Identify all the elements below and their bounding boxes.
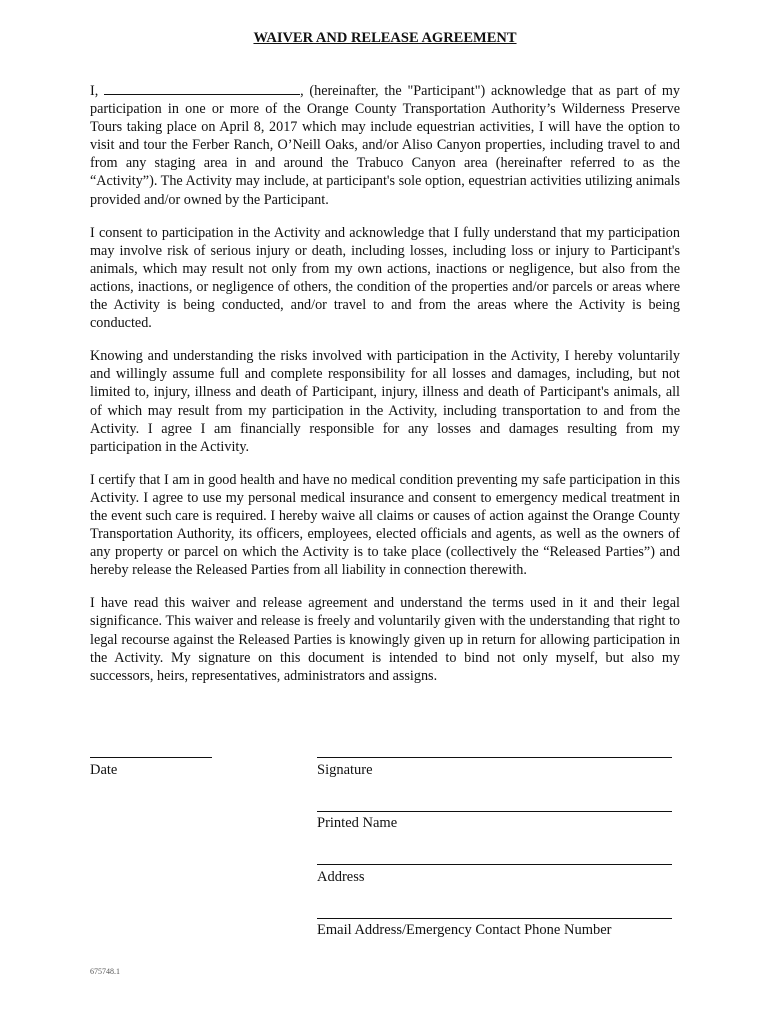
address-label: Address — [317, 869, 365, 885]
agreement-body — [90, 82, 680, 700]
paragraph-1-text: , (hereinafter, the "Participant") acknowledge that as part of my participation in one or more of the Orange County Transportation Authority’s Wilderness Preserve Tours taking place on April 8, 2017 which may include equestrian activities, I will have the option to visit and tour the Ferber Ranch, O’Neill Oaks, and/or Aliso Canyon properties, including travel to and from any staging area in and around the Trabuco Canyon area (hereinafter referred to as the “Activity”). The Activity may include, at participant's sole option, equestrian activities utilizing animals provided and/or owned by the Participant. — [90, 83, 680, 208]
paragraph-acknowledgement-of-terms: I have read this waiver and release agreement and understand the terms used in it and their legal significance. This waiver and release is freely and voluntarily given with the understanding that right to legal recourse against the Released Parties is knowingly given up in return for allowing participation in the Activity. My signature on this document is intended to bind not only myself, but also my successors, heirs, representatives, administrators and assigns. — [90, 595, 680, 684]
document-id: 675748.1 — [90, 967, 120, 976]
date-line[interactable] — [90, 757, 212, 758]
paragraph-participant-acknowledgement — [90, 82, 680, 209]
paragraph-consent: I consent to participation in the Activity and acknowledge that I fully understand that my participation may involve risk of serious injury or death, including losses, including loss or injury to Participant's animals, which may result not only from my own actions, inactions or negligence, but also from the actions, inactions, or negligence of others, the condition of the properties and/or parcels or areas where the Activity is being conducted, and/or travel to and from the areas where the Activity is being conducted. — [90, 224, 680, 332]
paragraph-assumption-of-risk: Knowing and understanding the risks involved with participation in the Activity, I hereby voluntarily and willingly assume full and complete responsibility for all losses and damages, including, but not limited to, injury, illness and death of Participant, injury, illness and death of Participant's animals, all of which may result from my participation in the Activity, including transportation to and from the Activity. I agree I am financially responsible for any losses and damages resulting from my participation in the Activity. — [90, 348, 680, 455]
page-title: WAIVER AND RELEASE AGREEMENT — [253, 30, 517, 46]
paragraph-1-prefix: I, — [90, 83, 105, 99]
email-contact-line[interactable] — [317, 918, 672, 919]
printed-name-label: Printed Name — [317, 815, 398, 831]
signature-line[interactable] — [317, 757, 672, 758]
email-contact-label: Email Address/Emergency Contact Phone Number — [317, 922, 612, 938]
signature-label: Signature — [317, 762, 373, 778]
address-line[interactable] — [317, 864, 672, 865]
paragraph-health-certification: I certify that I am in good health and have no medical condition preventing my safe participation in this Activity. I agree to use my personal medical insurance and consent to emergency medical treatment in the event such care is required. I hereby waive all claims or causes of action against the Orange County Transportation Authority, its officers, employees, elected officials and agents, as well as the owners of any property or parcel on which the Activity is to take place (collectively the “Released Parties”) and hereby release the Released Parties from all liability in connection therewith. — [90, 471, 680, 579]
printed-name-line[interactable] — [317, 811, 672, 812]
date-label: Date — [90, 762, 118, 778]
participant-name-blank[interactable] — [104, 82, 300, 95]
